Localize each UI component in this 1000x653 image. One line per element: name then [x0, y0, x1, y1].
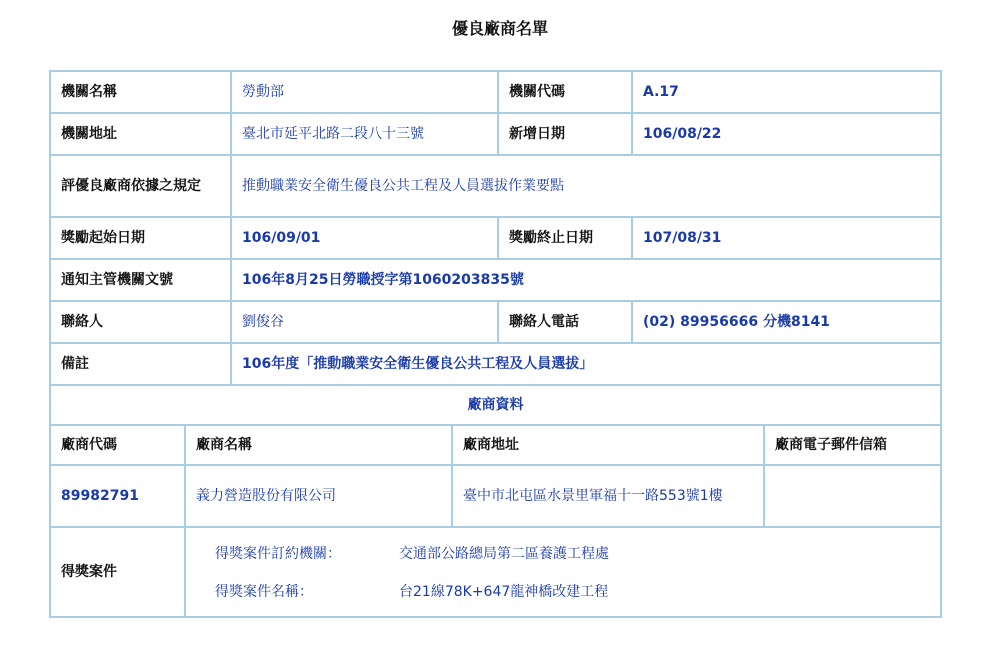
award-label: 得獎案件	[50, 527, 185, 617]
vendor-name-value: 義力營造股份有限公司	[185, 465, 452, 527]
contact-label: 聯絡人	[50, 301, 231, 343]
contact-value: 劉俊谷	[231, 301, 498, 343]
award-end-value: 107/08/31	[632, 217, 941, 259]
agency-code-label: 機關代碼	[498, 71, 632, 113]
award-case-name-value: 台21線78K+647龍神橋改建工程	[399, 584, 609, 600]
award-contract-agency-label: 得獎案件訂約機關：	[215, 546, 341, 562]
vendor-code-header: 廠商代碼	[50, 425, 185, 465]
notice-value: 106年8月25日勞職授字第1060203835號	[231, 259, 941, 301]
page-title: 優良廠商名單	[451, 19, 548, 38]
vendor-email-header: 廠商電子郵件信箱	[764, 425, 941, 465]
notice-label: 通知主管機關文號	[50, 259, 231, 301]
vendor-email-value	[764, 465, 941, 527]
added-date-label: 新增日期	[498, 113, 632, 155]
agency-address-value: 臺北市延平北路二段八十三號	[231, 113, 498, 155]
agency-code-value: A.17	[632, 71, 941, 113]
vendor-section-title: 廠商資料	[50, 385, 941, 425]
agency-name-value: 勞動部	[231, 71, 498, 113]
remark-label: 備註	[50, 343, 231, 385]
added-date-value: 106/08/22	[632, 113, 941, 155]
phone-value: (02) 89956666 分機8141	[632, 301, 941, 343]
remark-value: 106年度「推動職業安全衛生優良公共工程及人員選拔」	[231, 343, 941, 385]
vendor-record-table	[49, 70, 942, 618]
award-end-label: 獎勵終止日期	[498, 217, 632, 259]
award-detail-cell	[185, 527, 941, 617]
award-contract-agency-value: 交通部公路總局第二區養護工程處	[399, 546, 609, 562]
award-start-value: 106/09/01	[231, 217, 498, 259]
regulation-label: 評優良廠商依據之規定	[50, 155, 231, 217]
award-start-label: 獎勵起始日期	[50, 217, 231, 259]
agency-address-label: 機關地址	[50, 113, 231, 155]
phone-label: 聯絡人電話	[498, 301, 632, 343]
vendor-code-value: 89982791	[50, 465, 185, 527]
agency-name-label: 機關名稱	[50, 71, 231, 113]
award-case-name-label: 得獎案件名稱：	[215, 584, 313, 600]
regulation-value: 推動職業安全衛生優良公共工程及人員選拔作業要點	[231, 155, 941, 217]
vendor-name-header: 廠商名稱	[185, 425, 452, 465]
vendor-address-header: 廠商地址	[452, 425, 764, 465]
vendor-address-value: 臺中市北屯區水景里軍福十一路553號1樓	[452, 465, 764, 527]
